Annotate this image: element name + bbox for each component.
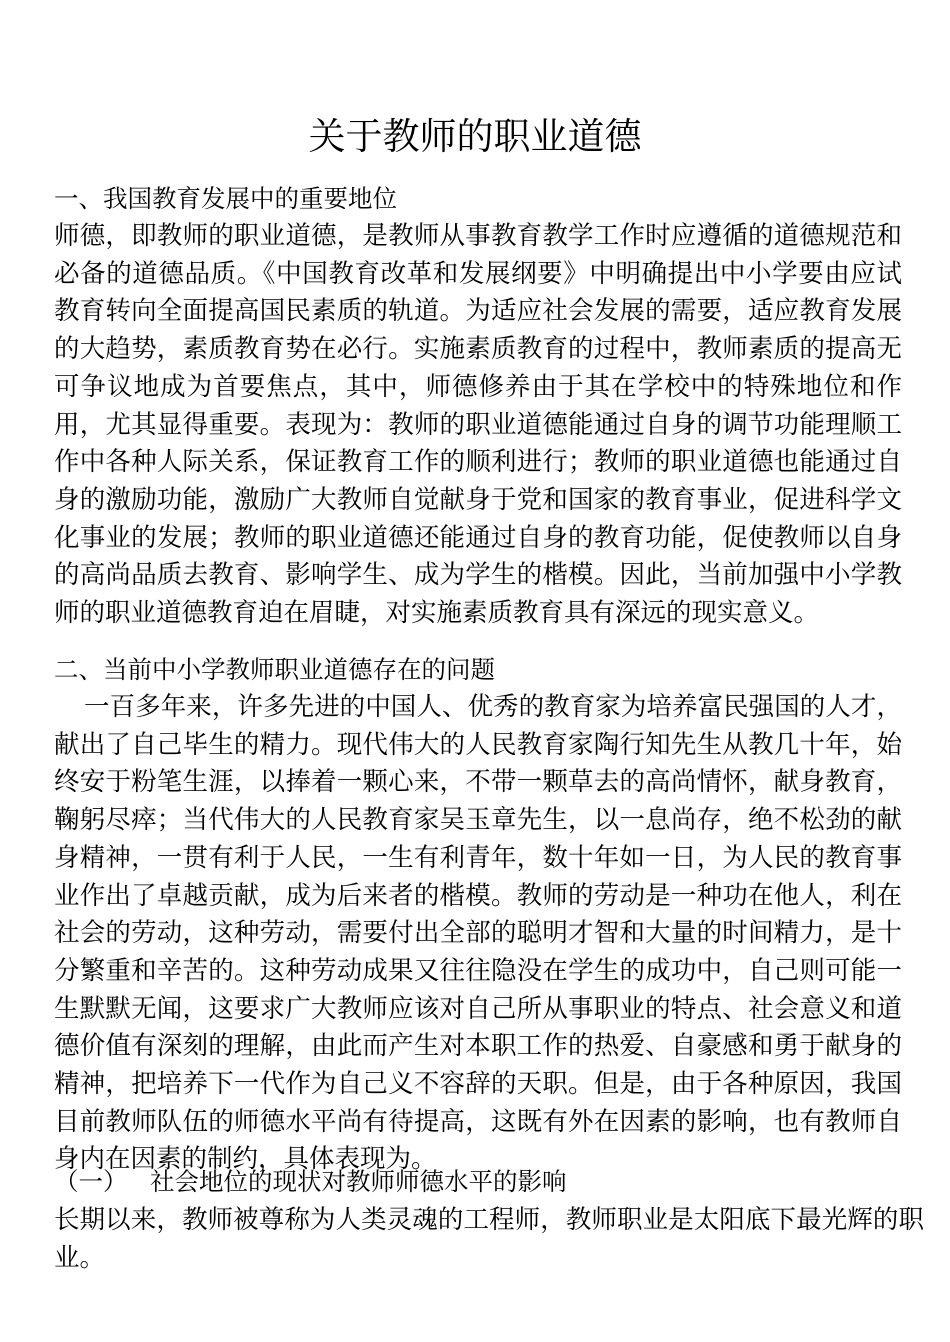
subsection-1-heading [54,1163,914,1200]
subsection-title: 社会地位的现状对教师师德水平的影响 [150,1167,567,1196]
subsection-number: （一） [54,1167,128,1196]
subsection-1-paragraph: 长期以来，教师被尊称为人类灵魂的工程师，教师职业是太阳底下最光辉的职业。 [54,1205,924,1273]
section-2-paragraph: 一百多年来，许多先进的中国人、优秀的教育家为培养富民强国的人才，献出了自己毕生的精力。现代伟大的人民教育家陶行知先生从教几十年，始终安于粉笔生涯，以捧着一颗心来，不带一颗草去的高尚情怀，献身教育，鞠躬尽瘁；当代伟大的人民教育家吴玉章先生，以一息尚存，绝不松劲的献身精神，一贯有利于人民，一生有利青年，数十年如一日，为人民的教育事业作出了卓越贡献，成为后来者的楷模。教师的劳动是一种功在他人，利在社会的劳动，这种劳动，需要付出全部的聪明才智和大量的时间精力，是十分繁重和辛苦的。这种劳动成果又往往隐没在学生的成功中，自己则可能一生默默无闻，这要求广大教师应该对自己所从事职业的特点、社会意义和道德价值有深刻的理解，由此而产生对本职工作的热爱、自豪感和勇于献身的精神，把培养下一代作为自己义不容辞的天职。但是，由于各种原因，我国目前教师队伍的师德水平尚有待提高，这既有外在因素的影响，也有教师自身内在因素的制约，具体表现为。 [54,692,902,1175]
section-2-heading: 二、当前中小学教师职业道德存在的问题 [54,655,495,684]
section-1-heading: 一、我国教育发展中的重要地位 [54,184,397,213]
section-1-paragraph: 师德，即教师的职业道德，是教师从事教育教学工作时应遵循的道德规范和必备的道德品质。《中国教育改革和发展纲要》中明确提出中小学要由应试教育转向全面提高国民素质的轨道。为适应社会发展的需要，适应教育发展的大趋势，素质教育势在必行。实施素质教育的过程中，教师素质的提高无可争议地成为首要焦点，其中，师德修养由于其在学校中的特殊地位和作用，尤其显得重要。表现为：教师的职业道德能通过自身的调节功能理顺工作中各种人际关系，保证教育工作的顺利进行；教师的职业道德也能通过自身的激励功能，激励广大教师自觉献身于党和国家的教育事业，促进科学文化事业的发展；教师的职业道德还能通过自身的教育功能，促使教师以自身的高尚品质去教育、影响学生、成为学生的楷模。因此，当前加强中小学教师的职业道德教育迫在眉睫，对实施素质教育具有深远的现实意义。 [54,221,902,629]
document-title: 关于教师的职业道德 [308,115,642,158]
